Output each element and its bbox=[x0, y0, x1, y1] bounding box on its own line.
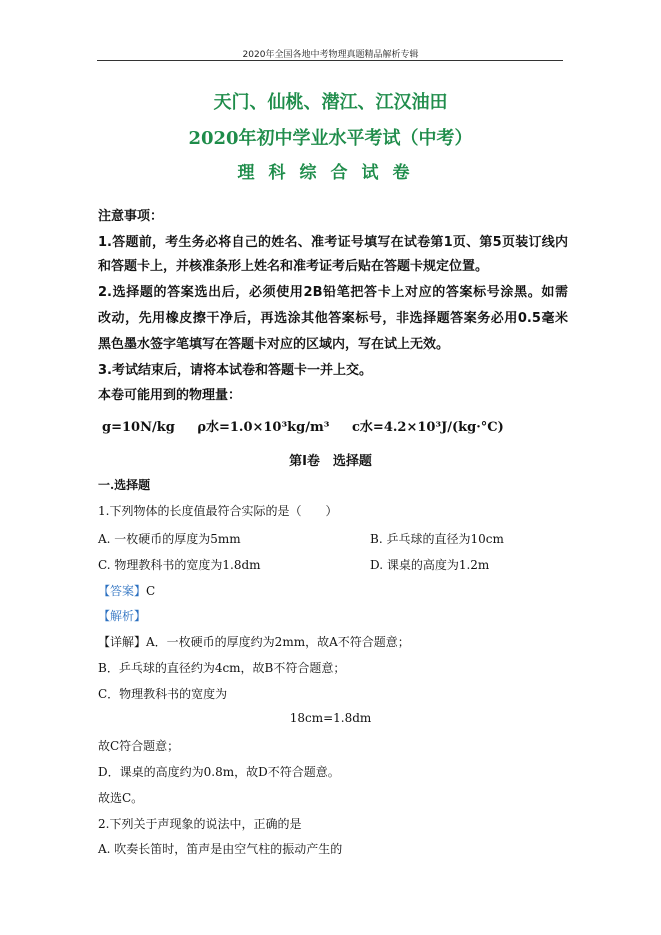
detail-line-3: C．物理教科书的宽度为 bbox=[98, 687, 228, 701]
notice-item-2a: 2.选择题的答案选出后，必须使用2B铅笔把答卡上对应的答案标号涂黑。如需 bbox=[98, 285, 568, 300]
notice-item-1a: 1.答题前，考生务必将自己的姓名、准考证号填写在试卷第1页、第5页装订线内 bbox=[98, 235, 568, 250]
exam-subject-title: 理科综合试卷 bbox=[237, 163, 424, 183]
analysis-label: 【解析】 bbox=[98, 609, 147, 623]
header-rule bbox=[97, 60, 563, 61]
detail-line-4: 故C符合题意； bbox=[98, 739, 180, 753]
question-1-option-b: B. 乒乓球的直径为10cm bbox=[370, 532, 504, 546]
question-1-option-d: D. 课桌的高度为1.2m bbox=[370, 558, 490, 572]
detail-line-1 bbox=[98, 633, 410, 650]
question-1-option-a: A. 一枚硬币的厚度为5mm bbox=[98, 532, 241, 546]
detail-label: 【详解】 bbox=[98, 635, 147, 649]
question-1-stem: 1.下列物体的长度值最符合实际的是（ ） bbox=[98, 504, 338, 518]
part-title: 一.选择题 bbox=[98, 478, 151, 492]
constants-heading: 本卷可能用到的物理量： bbox=[98, 388, 242, 403]
question-2-stem: 2.下列关于声现象的说法中，正确的是 bbox=[98, 817, 302, 831]
notice-item-1b: 和答题卡上，并核准条形上姓名和准考证考后贴在答题卡规定位置。 bbox=[98, 259, 489, 274]
question-2-option-a: A. 吹奏长笛时，笛声是由空气柱的振动产生的 bbox=[98, 842, 343, 856]
section-title: 第Ⅰ卷 选择题 bbox=[289, 454, 372, 469]
physical-constants bbox=[102, 416, 522, 435]
gravity-constant: g=10N/kg bbox=[102, 420, 175, 435]
exam-region-title: 天门、仙桃、潜江、江汉油田 bbox=[213, 92, 448, 113]
notice-item-2c: 黑色墨水签字笔填写在答题卡对应的区域内，写在试上无效。 bbox=[98, 337, 450, 352]
answer-line bbox=[98, 582, 155, 599]
detail-a: A．一枚硬币的厚度约为2mm，故A不符合题意； bbox=[146, 635, 410, 649]
question-1-option-c: C. 物理教科书的宽度为1.8dm bbox=[98, 558, 261, 572]
notice-item-2b: 改动，先用橡皮擦干净后，再选涂其他答案标号，非选择题答案务必用0.5毫米 bbox=[98, 311, 568, 326]
detail-equation: 18cm=1.8dm bbox=[289, 711, 372, 725]
notice-item-3: 3.考试结束后，请将本试卷和答题卡一并上交。 bbox=[98, 363, 372, 378]
notice-heading: 注意事项： bbox=[98, 209, 164, 224]
answer-value: C bbox=[146, 584, 156, 598]
running-header: 2020年全国各地中考物理真题精品解析专辑 bbox=[242, 50, 419, 60]
detail-line-2: B．乒乓球的直径约为4cm，故B不符合题意； bbox=[98, 661, 346, 675]
exam-year-title: 2020年初中学业水平考试（中考） bbox=[188, 128, 473, 149]
detail-line-5: D．课桌的高度约为0.8m，故D不符合题意。 bbox=[98, 765, 340, 779]
water-specific-heat: c水=4.2×10³J/(kg·°C) bbox=[352, 420, 504, 435]
answer-label: 【答案】 bbox=[98, 584, 147, 598]
water-density: ρ水=1.0×10³kg/m³ bbox=[197, 420, 330, 435]
detail-conclusion: 故选C。 bbox=[98, 791, 144, 805]
